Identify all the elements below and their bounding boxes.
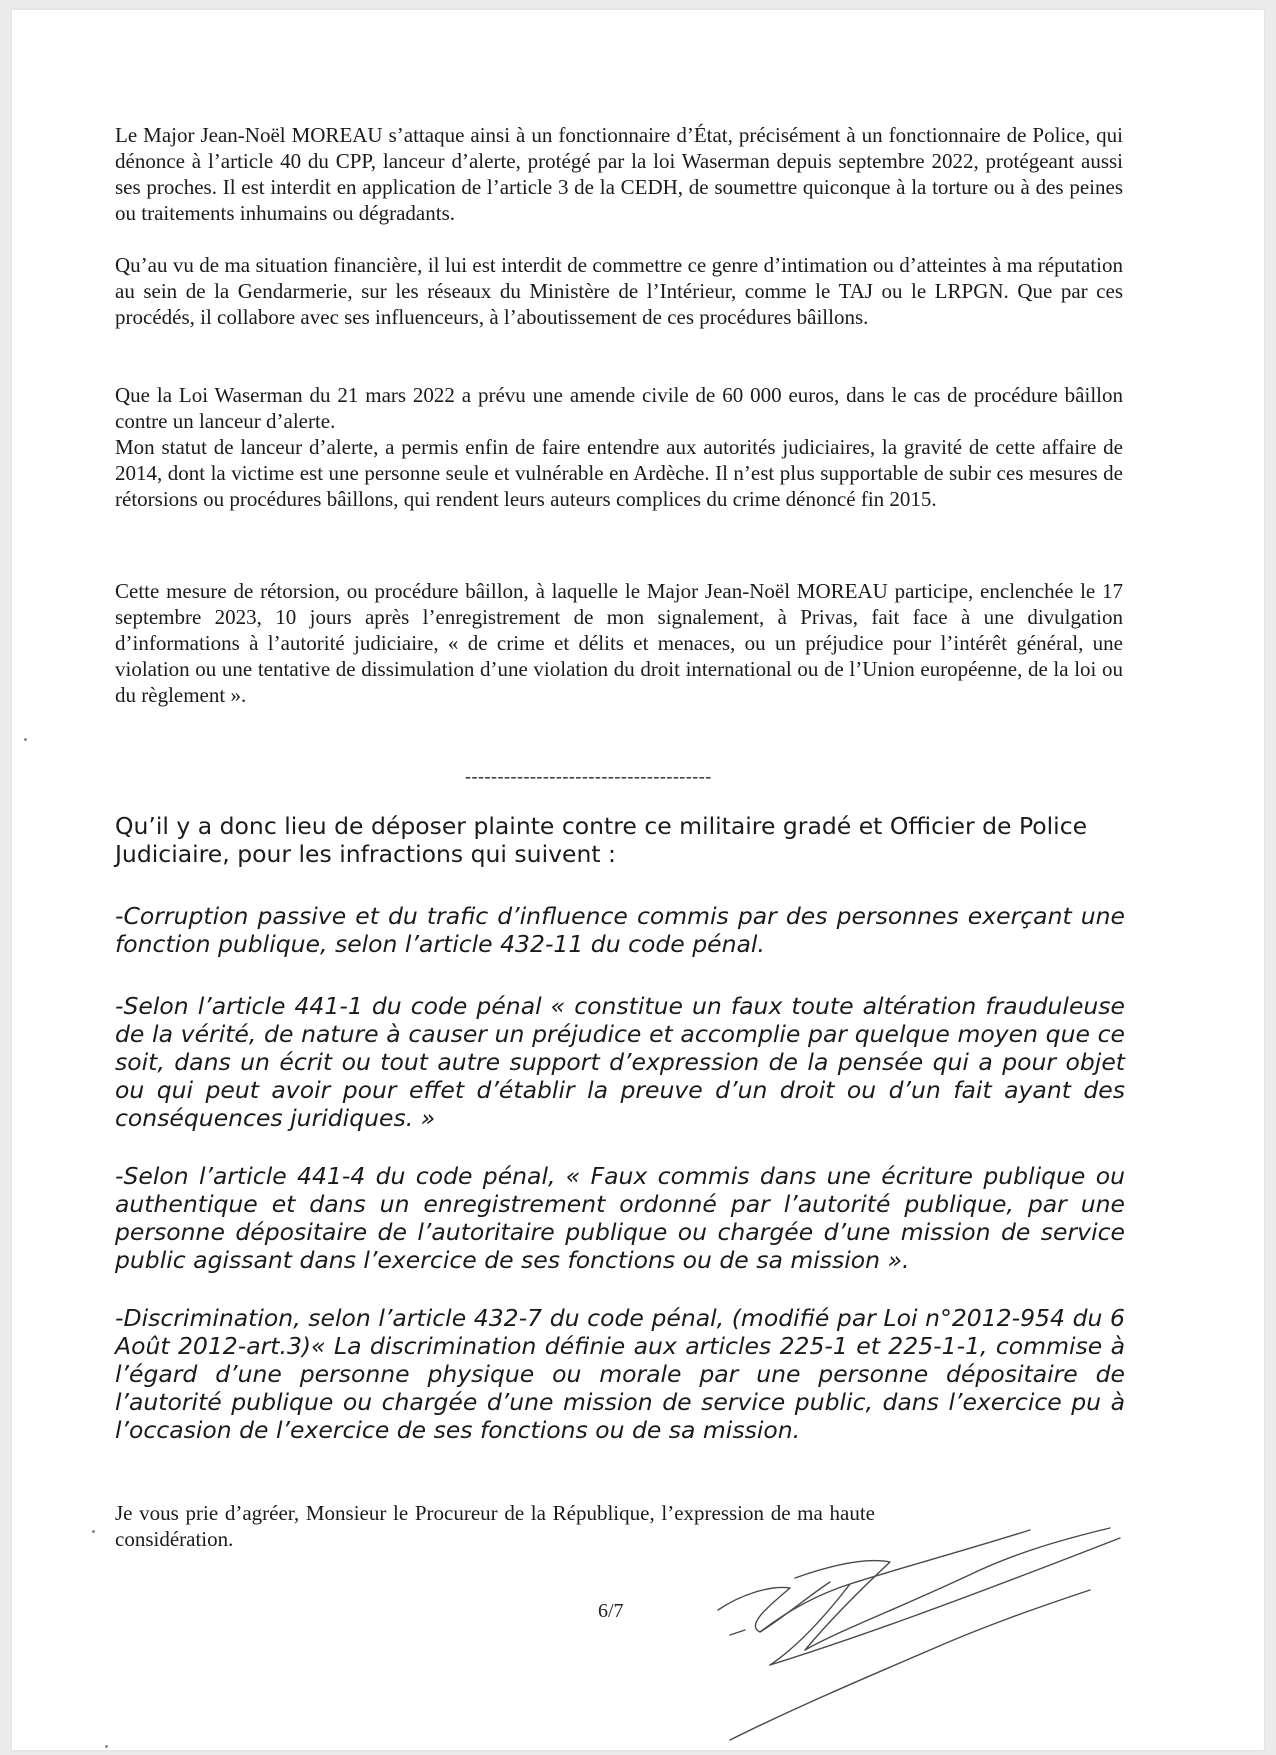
paragraph-whistleblower-status: Le Major Jean-Noël MOREAU s’attaque ainsi à un fonctionnaire d’État, précisément à un fonctionnaire de Police, qui dénonce à l’article 40 du CPP, lanceur d’alerte, protégé par la loi Waserman depuis septembre 2022, protégeant aussi ses proches. Il est interdit en application de l’article 3 de la CEDH, de soumettre quiconque à la torture ou à des peines ou traitements inhumains ou dégradants. (115, 123, 1123, 225)
scan-speck (92, 1530, 95, 1533)
complaint-intro: Qu’il y a donc lieu de déposer plainte contre ce militaire gradé et Officier de Police Judiciaire, pour les infractions qui suivent : (115, 812, 1088, 868)
closing-formula: Je vous prie d’agréer, Monsieur le Procureur de la République, l’expression de ma haute considération. (115, 1501, 875, 1551)
infraction-discrimination: -Discrimination, selon l’article 432-7 du code pénal, (modifié par Loi n°2012-954 du 6 Août 2012-art.3)« La discrimination définie aux articles 225-1 et 225-1-1, commise à l’égard d’une personne physique ou morale par une personne dépositaire de l’autorité publique ou chargée d’une mission de service public, dans l’exercice pu à l’occasion de l’exercice de ses fonctions ou de sa mission. (115, 1304, 1125, 1444)
paragraph-judicial-authorities: Mon statut de lanceur d’alerte, a permis enfin de faire entendre aux autorités judiciaires, la gravité de cette affaire de 2014, dont la victime est une personne seule et vulnérable en Ardèche. Il n’est plus supportable de subir ces mesures de rétorsions ou procédures bâillons, qui rendent leurs auteurs complices du crime dénoncé fin 2015. (115, 435, 1123, 511)
infraction-corruption: -Corruption passive et du trafic d’influence commis par des personnes exerçant une fonction publique, selon l’article 432-11 du code pénal. (115, 902, 1125, 958)
paragraph-financial-situation: Qu’au vu de ma situation financière, il lui est interdit de commettre ce genre d’intimation ou d’atteintes à ma réputation au sein de la Gendarmerie, sur les réseaux du Ministère de l’Intérieur, comme le TAJ ou le LRPGN. Que par ces procédés, il collabore avec ses influenceurs, à l’aboutissement de ces procédures bâillons. (115, 253, 1123, 329)
scan-speck (105, 1745, 108, 1748)
infraction-article-441-1: -Selon l’article 441-1 du code pénal « constitue un faux toute altération frauduleuse de la vérité, de nature à causer un préjudice et accomplie par quelque moyen que ce soit, dans un écrit ou tout autre support d’expression de la pensée qui a pour objet ou qui peut avoir pour effet d’établir la preuve d’un droit ou d’un fait ayant des conséquences juridiques. » (115, 992, 1125, 1132)
paragraph-waserman-law: Que la Loi Waserman du 21 mars 2022 a prévu une amende civile de 60 000 euros, dans le cas de procédure bâillon contre un lanceur d’alerte. (115, 383, 1123, 433)
paragraph-retaliation-measure: Cette mesure de rétorsion, ou procédure bâillon, à laquelle le Major Jean-Noël MOREAU participe, enclenchée le 17 septembre 2023, 10 jours après l’enregistrement de mon signalement, à Privas, fait face à une divulgation d’informations à l’autorité judiciaire, « de crime et délits et menaces, ou un préjudice pour l’intérêt général, une violation ou une tentative de dissimulation d’une violation du droit international ou de l’Union européenne, de la loi ou du règlement ». (115, 579, 1123, 707)
scan-speck (24, 738, 27, 741)
section-separator: -------------------------------------- (465, 766, 712, 786)
handwritten-signature (700, 1500, 1130, 1750)
page-number: 6/7 (598, 1600, 624, 1622)
infraction-article-441-4: -Selon l’article 441-4 du code pénal, « Faux commis dans une écriture publique ou authentique et dans un enregistrement ordonné par l’autorité publique, par une personne dépositaire de l’autoritaire publique ou chargée d’une mission de service public agissant dans l’exercice de ses fonctions ou de sa mission ». (115, 1162, 1125, 1274)
